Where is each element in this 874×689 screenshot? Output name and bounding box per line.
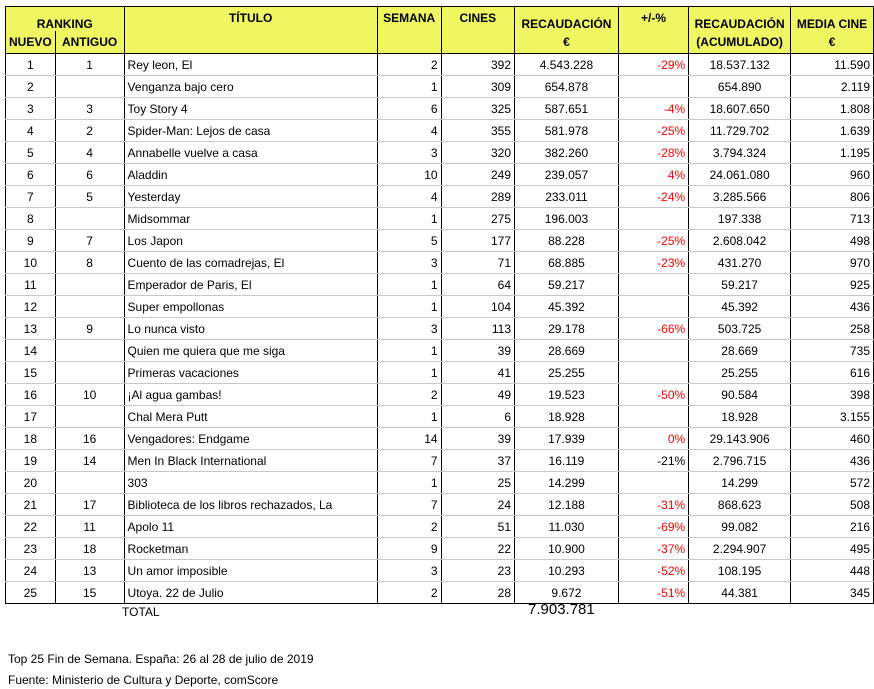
cell-semana: 2 xyxy=(377,54,441,76)
cell-nuevo: 5 xyxy=(6,142,56,164)
cell-variacion: -28% xyxy=(618,142,688,164)
cell-antiguo: 3 xyxy=(55,98,124,120)
table-row xyxy=(6,362,874,384)
cell-semana: 1 xyxy=(377,76,441,98)
cell-antiguo xyxy=(55,296,124,318)
cell-media: 258 xyxy=(791,318,874,340)
cell-nuevo: 23 xyxy=(6,538,56,560)
cell-antiguo: 1 xyxy=(55,54,124,76)
cell-nuevo: 20 xyxy=(6,472,56,494)
cell-media: 448 xyxy=(791,560,874,582)
cell-media: 572 xyxy=(791,472,874,494)
cell-recaudacion: 29.178 xyxy=(515,318,619,340)
cell-nuevo: 13 xyxy=(6,318,56,340)
cell-nuevo: 7 xyxy=(6,186,56,208)
table-row xyxy=(6,274,874,296)
cell-antiguo: 11 xyxy=(55,516,124,538)
cell-variacion: -66% xyxy=(618,318,688,340)
cell-media: 1.195 xyxy=(791,142,874,164)
cell-antiguo: 17 xyxy=(55,494,124,516)
cell-cines: 325 xyxy=(441,98,514,120)
cell-cines: 37 xyxy=(441,450,514,472)
cell-recaudacion: 45.392 xyxy=(515,296,619,318)
cell-semana: 3 xyxy=(377,142,441,164)
cell-cines: 355 xyxy=(441,120,514,142)
cell-acumulado: 108.195 xyxy=(689,560,791,582)
cell-recaudacion: 88.228 xyxy=(515,230,619,252)
cell-antiguo xyxy=(55,362,124,384)
cell-acumulado: 2.294.907 xyxy=(689,538,791,560)
cell-acumulado: 18.928 xyxy=(689,406,791,428)
cell-media: 508 xyxy=(791,494,874,516)
header-media-cine: MEDIA CINE xyxy=(791,7,874,32)
cell-acumulado: 2.796.715 xyxy=(689,450,791,472)
cell-nuevo: 2 xyxy=(6,76,56,98)
cell-antiguo xyxy=(55,208,124,230)
cell-semana: 1 xyxy=(377,296,441,318)
cell-media: 498 xyxy=(791,230,874,252)
cell-acumulado: 24.061.080 xyxy=(689,164,791,186)
cell-semana: 2 xyxy=(377,582,441,604)
header-recaudacion-unit: € xyxy=(515,31,619,54)
cell-titulo: Apolo 11 xyxy=(124,516,377,538)
cell-nuevo: 15 xyxy=(6,362,56,384)
cell-acumulado: 3.794.324 xyxy=(689,142,791,164)
cell-acumulado: 503.725 xyxy=(689,318,791,340)
cell-antiguo xyxy=(55,274,124,296)
cell-antiguo: 15 xyxy=(55,582,124,604)
cell-media: 806 xyxy=(791,186,874,208)
cell-antiguo: 13 xyxy=(55,560,124,582)
cell-recaudacion: 25.255 xyxy=(515,362,619,384)
cell-cines: 320 xyxy=(441,142,514,164)
cell-semana: 3 xyxy=(377,252,441,274)
cell-nuevo: 10 xyxy=(6,252,56,274)
cell-variacion xyxy=(618,340,688,362)
cell-titulo: Chal Mera Putt xyxy=(124,406,377,428)
cell-semana: 1 xyxy=(377,274,441,296)
cell-antiguo xyxy=(55,406,124,428)
cell-acumulado: 59.217 xyxy=(689,274,791,296)
cell-media: 735 xyxy=(791,340,874,362)
cell-variacion: 4% xyxy=(618,164,688,186)
cell-titulo: Biblioteca de los libros rechazados, La xyxy=(124,494,377,516)
cell-media: 495 xyxy=(791,538,874,560)
cell-acumulado: 99.082 xyxy=(689,516,791,538)
cell-semana: 3 xyxy=(377,318,441,340)
cell-semana: 14 xyxy=(377,428,441,450)
cell-nuevo: 4 xyxy=(6,120,56,142)
cell-acumulado: 868.623 xyxy=(689,494,791,516)
cell-cines: 28 xyxy=(441,582,514,604)
table-row xyxy=(6,450,874,472)
cell-cines: 24 xyxy=(441,494,514,516)
cell-antiguo: 10 xyxy=(55,384,124,406)
cell-cines: 41 xyxy=(441,362,514,384)
total-label: TOTAL xyxy=(122,605,160,619)
footer-title: Top 25 Fin de Semana. España: 26 al 28 de julio de 2019 xyxy=(8,652,314,666)
cell-variacion xyxy=(618,472,688,494)
cell-variacion xyxy=(618,406,688,428)
cell-cines: 39 xyxy=(441,428,514,450)
cell-titulo: Men In Black International xyxy=(124,450,377,472)
cell-antiguo: 5 xyxy=(55,186,124,208)
cell-variacion xyxy=(618,274,688,296)
cell-titulo: Un amor imposible xyxy=(124,560,377,582)
cell-acumulado: 654.890 xyxy=(689,76,791,98)
cell-titulo: Super empollonas xyxy=(124,296,377,318)
cell-nuevo: 24 xyxy=(6,560,56,582)
cell-titulo: Lo nunca visto xyxy=(124,318,377,340)
cell-recaudacion: 10.293 xyxy=(515,560,619,582)
cell-recaudacion: 382.260 xyxy=(515,142,619,164)
cell-titulo: Vengadores: Endgame xyxy=(124,428,377,450)
cell-media: 460 xyxy=(791,428,874,450)
cell-antiguo: 18 xyxy=(55,538,124,560)
cell-semana: 1 xyxy=(377,362,441,384)
cell-recaudacion: 10.900 xyxy=(515,538,619,560)
cell-media: 345 xyxy=(791,582,874,604)
cell-media: 216 xyxy=(791,516,874,538)
cell-cines: 289 xyxy=(441,186,514,208)
cell-titulo: ¡Al agua gambas! xyxy=(124,384,377,406)
cell-nuevo: 17 xyxy=(6,406,56,428)
cell-acumulado: 29.143.906 xyxy=(689,428,791,450)
table-row xyxy=(6,230,874,252)
cell-semana: 10 xyxy=(377,164,441,186)
cell-semana: 1 xyxy=(377,340,441,362)
cell-semana: 7 xyxy=(377,494,441,516)
header-acumulado-sub: (ACUMULADO) xyxy=(689,31,791,54)
cell-semana: 7 xyxy=(377,450,441,472)
cell-acumulado: 25.255 xyxy=(689,362,791,384)
cell-media: 2.119 xyxy=(791,76,874,98)
cell-semana: 2 xyxy=(377,516,441,538)
cell-semana: 2 xyxy=(377,384,441,406)
cell-recaudacion: 28.669 xyxy=(515,340,619,362)
cell-cines: 51 xyxy=(441,516,514,538)
cell-recaudacion: 17.939 xyxy=(515,428,619,450)
cell-variacion: -25% xyxy=(618,230,688,252)
header-nuevo: NUEVO xyxy=(6,31,56,54)
cell-cines: 104 xyxy=(441,296,514,318)
table-row xyxy=(6,186,874,208)
cell-variacion: -4% xyxy=(618,98,688,120)
cell-variacion: -69% xyxy=(618,516,688,538)
cell-cines: 25 xyxy=(441,472,514,494)
cell-variacion: -52% xyxy=(618,560,688,582)
cell-variacion: -51% xyxy=(618,582,688,604)
cell-acumulado: 18.537.132 xyxy=(689,54,791,76)
cell-nuevo: 21 xyxy=(6,494,56,516)
header-antiguo: ANTIGUO xyxy=(55,31,124,54)
header-recaudacion: RECAUDACIÓN xyxy=(515,7,619,32)
cell-media: 436 xyxy=(791,450,874,472)
cell-cines: 249 xyxy=(441,164,514,186)
header-ranking: RANKING xyxy=(6,7,125,32)
cell-recaudacion: 68.885 xyxy=(515,252,619,274)
table-row xyxy=(6,98,874,120)
cell-nuevo: 18 xyxy=(6,428,56,450)
cell-cines: 275 xyxy=(441,208,514,230)
cell-media: 925 xyxy=(791,274,874,296)
cell-cines: 309 xyxy=(441,76,514,98)
cell-acumulado: 28.669 xyxy=(689,340,791,362)
cell-acumulado: 11.729.702 xyxy=(689,120,791,142)
cell-titulo: 303 xyxy=(124,472,377,494)
cell-nuevo: 14 xyxy=(6,340,56,362)
cell-variacion: -23% xyxy=(618,252,688,274)
cell-cines: 49 xyxy=(441,384,514,406)
cell-semana: 3 xyxy=(377,560,441,582)
cell-cines: 177 xyxy=(441,230,514,252)
cell-titulo: Yesterday xyxy=(124,186,377,208)
cell-media: 1.808 xyxy=(791,98,874,120)
cell-variacion: -25% xyxy=(618,120,688,142)
cell-recaudacion: 196.003 xyxy=(515,208,619,230)
cell-variacion xyxy=(618,296,688,318)
cell-semana: 1 xyxy=(377,208,441,230)
cell-semana: 1 xyxy=(377,406,441,428)
table-row xyxy=(6,252,874,274)
cell-media: 436 xyxy=(791,296,874,318)
cell-semana: 4 xyxy=(377,120,441,142)
cell-titulo: Midsommar xyxy=(124,208,377,230)
cell-media: 398 xyxy=(791,384,874,406)
cell-nuevo: 6 xyxy=(6,164,56,186)
cell-nuevo: 19 xyxy=(6,450,56,472)
table-row xyxy=(6,142,874,164)
cell-titulo: Primeras vacaciones xyxy=(124,362,377,384)
cell-variacion xyxy=(618,362,688,384)
cell-titulo: Toy Story 4 xyxy=(124,98,377,120)
total-value: 7.903.781 xyxy=(528,601,595,618)
cell-nuevo: 11 xyxy=(6,274,56,296)
cell-variacion xyxy=(618,76,688,98)
cell-recaudacion: 18.928 xyxy=(515,406,619,428)
cell-variacion: 0% xyxy=(618,428,688,450)
header-cines: CINES xyxy=(441,7,514,54)
header-recaudacion-acumulado: RECAUDACIÓN xyxy=(689,7,791,32)
table-row xyxy=(6,516,874,538)
header-row-1 xyxy=(6,7,874,32)
cell-cines: 39 xyxy=(441,340,514,362)
cell-titulo: Spider-Man: Lejos de casa xyxy=(124,120,377,142)
cell-antiguo: 4 xyxy=(55,142,124,164)
footer-source: Fuente: Ministerio de Cultura y Deporte, comScore xyxy=(8,673,279,687)
cell-media: 11.590 xyxy=(791,54,874,76)
cell-recaudacion: 587.651 xyxy=(515,98,619,120)
table-row xyxy=(6,582,874,604)
table-row xyxy=(6,340,874,362)
cell-acumulado: 3.285.566 xyxy=(689,186,791,208)
cell-titulo: Emperador de Paris, El xyxy=(124,274,377,296)
table-row xyxy=(6,472,874,494)
cell-recaudacion: 239.057 xyxy=(515,164,619,186)
cell-media: 960 xyxy=(791,164,874,186)
cell-nuevo: 1 xyxy=(6,54,56,76)
cell-antiguo xyxy=(55,472,124,494)
cell-acumulado: 90.584 xyxy=(689,384,791,406)
cell-variacion: -37% xyxy=(618,538,688,560)
cell-antiguo: 7 xyxy=(55,230,124,252)
cell-antiguo: 8 xyxy=(55,252,124,274)
header-media-unit: € xyxy=(791,31,874,54)
table-row xyxy=(6,318,874,340)
cell-acumulado: 431.270 xyxy=(689,252,791,274)
cell-recaudacion: 9.672 xyxy=(515,582,619,604)
table-row xyxy=(6,406,874,428)
cell-nuevo: 3 xyxy=(6,98,56,120)
cell-variacion xyxy=(618,208,688,230)
cell-recaudacion: 4.543.228 xyxy=(515,54,619,76)
cell-antiguo xyxy=(55,340,124,362)
cell-recaudacion: 19.523 xyxy=(515,384,619,406)
table-row xyxy=(6,164,874,186)
cell-variacion: -50% xyxy=(618,384,688,406)
table-row xyxy=(6,54,874,76)
table-row xyxy=(6,428,874,450)
cell-semana: 5 xyxy=(377,230,441,252)
cell-cines: 71 xyxy=(441,252,514,274)
header-variacion: +/-% xyxy=(618,7,688,54)
cell-titulo: Venganza bajo cero xyxy=(124,76,377,98)
cell-acumulado: 18.607.650 xyxy=(689,98,791,120)
cell-acumulado: 14.299 xyxy=(689,472,791,494)
cell-nuevo: 22 xyxy=(6,516,56,538)
cell-nuevo: 9 xyxy=(6,230,56,252)
cell-nuevo: 16 xyxy=(6,384,56,406)
table-row xyxy=(6,560,874,582)
cell-nuevo: 12 xyxy=(6,296,56,318)
cell-acumulado: 44.381 xyxy=(689,582,791,604)
table-row xyxy=(6,76,874,98)
cell-antiguo: 2 xyxy=(55,120,124,142)
cell-variacion: -31% xyxy=(618,494,688,516)
cell-semana: 9 xyxy=(377,538,441,560)
cell-antiguo: 14 xyxy=(55,450,124,472)
cell-titulo: Cuento de las comadrejas, El xyxy=(124,252,377,274)
cell-recaudacion: 16.119 xyxy=(515,450,619,472)
table-row xyxy=(6,538,874,560)
cell-cines: 64 xyxy=(441,274,514,296)
cell-recaudacion: 581.978 xyxy=(515,120,619,142)
cell-titulo: Utoya. 22 de Julio xyxy=(124,582,377,604)
cell-titulo: Aladdin xyxy=(124,164,377,186)
cell-antiguo: 16 xyxy=(55,428,124,450)
table-row xyxy=(6,120,874,142)
cell-titulo: Rocketman xyxy=(124,538,377,560)
cell-variacion: -24% xyxy=(618,186,688,208)
cell-recaudacion: 14.299 xyxy=(515,472,619,494)
cell-cines: 22 xyxy=(441,538,514,560)
cell-media: 616 xyxy=(791,362,874,384)
header-titulo: TÍTULO xyxy=(124,7,377,54)
cell-variacion: -29% xyxy=(618,54,688,76)
cell-recaudacion: 654.878 xyxy=(515,76,619,98)
cell-antiguo: 6 xyxy=(55,164,124,186)
cell-semana: 6 xyxy=(377,98,441,120)
cell-acumulado: 45.392 xyxy=(689,296,791,318)
cell-media: 3.155 xyxy=(791,406,874,428)
cell-semana: 4 xyxy=(377,186,441,208)
header-semana: SEMANA xyxy=(377,7,441,54)
cell-media: 1.639 xyxy=(791,120,874,142)
cell-nuevo: 8 xyxy=(6,208,56,230)
cell-titulo: Annabelle vuelve a casa xyxy=(124,142,377,164)
cell-antiguo: 9 xyxy=(55,318,124,340)
cell-antiguo xyxy=(55,76,124,98)
cell-cines: 23 xyxy=(441,560,514,582)
cell-cines: 113 xyxy=(441,318,514,340)
cell-cines: 6 xyxy=(441,406,514,428)
cell-acumulado: 197.338 xyxy=(689,208,791,230)
table-row xyxy=(6,494,874,516)
cell-recaudacion: 233.011 xyxy=(515,186,619,208)
cell-semana: 1 xyxy=(377,472,441,494)
table-row xyxy=(6,384,874,406)
cell-titulo: Rey leon, El xyxy=(124,54,377,76)
cell-nuevo: 25 xyxy=(6,582,56,604)
cell-titulo: Quien me quiera que me siga xyxy=(124,340,377,362)
cell-media: 970 xyxy=(791,252,874,274)
cell-titulo: Los Japon xyxy=(124,230,377,252)
table-row xyxy=(6,208,874,230)
cell-media: 713 xyxy=(791,208,874,230)
box-office-table xyxy=(5,6,874,604)
cell-cines: 392 xyxy=(441,54,514,76)
cell-variacion: -21% xyxy=(618,450,688,472)
cell-acumulado: 2.608.042 xyxy=(689,230,791,252)
table-row xyxy=(6,296,874,318)
cell-recaudacion: 11.030 xyxy=(515,516,619,538)
cell-recaudacion: 59.217 xyxy=(515,274,619,296)
cell-recaudacion: 12.188 xyxy=(515,494,619,516)
